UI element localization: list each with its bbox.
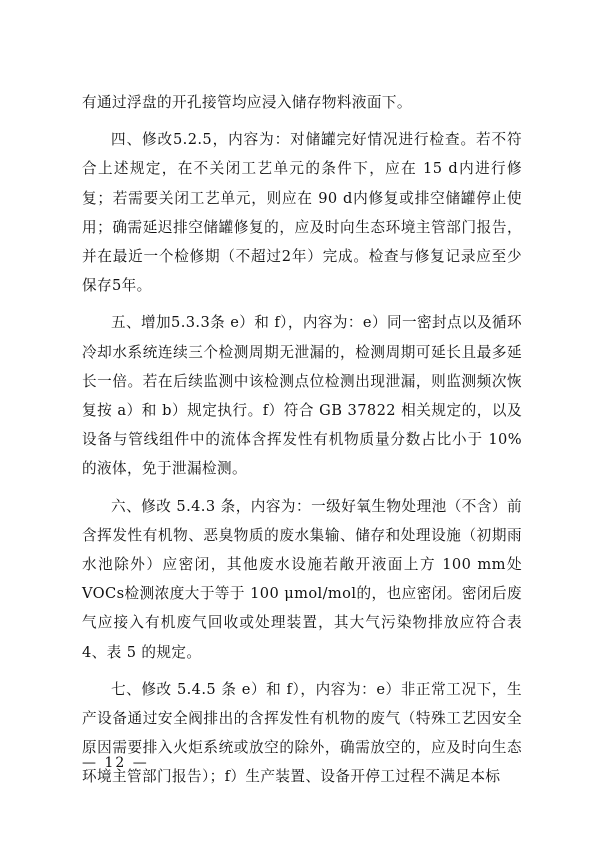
paragraph-continuation: 有通过浮盘的开孔接管均应浸入储存物料液面下。	[82, 94, 412, 111]
document-body	[82, 88, 522, 800]
paragraph-item-4: 四、修改5.2.5，内容为：对储罐完好情况进行检查。若不符合上述规定，在不关闭工艺单元的条件下，应在 15 d内进行修复；若需要关闭工艺单元，则应在 90 d内修复或排空储罐停止使用；确需延迟排空储罐修复的，应及时向生态环境主管部门报告，并在最近一个检修期（不超过2年）完成。检查与修复记录应至少保存5年。	[82, 131, 522, 295]
paragraph-item-7: 七、修改 5.4.5 条 e）和 f），内容为：e）非正常工况下，生产设备通过安全阀排出的含挥发性有机物的废气（特殊工艺因安全原因需要排入火炬系统或放空的除外，确需放空的，应及时向生态环境主管部门报告）；f）生产装置、设备开停工过程不满足本标	[82, 680, 522, 786]
paragraph-item-6: 六、修改 5.4.3 条，内容为：一级好氧生物处理池（不含）前含挥发性有机物、恶臭物质的废水集输、储存和处理设施（初期雨水池除外）应密闭，其他废水设施若敞开液面上方 100 mm处VOCs检测浓度大于等于 100 μmol/mol的，也应密闭。密闭后废气应接入有机废气回收或处理装置，其大气污染物排放应符合表 4、表 5 的规定。	[82, 497, 522, 661]
page-number: — 12 —	[82, 755, 149, 771]
paragraph-item-5: 五、增加5.3.3条 e）和 f），内容为：e）同一密封点以及循环冷却水系统连续三个检测周期无泄漏的，检测周期可延长且最多延长一倍。若在后续监测中该检测点位检测出现泄漏，则监测频次恢复按 a）和 b）规定执行。f）符合 GB 37822 相关规定的，以及设备与管线组件中的流体含挥发性有机物质量分数占比小于 10%的液体，免于泄漏检测。	[82, 314, 522, 478]
